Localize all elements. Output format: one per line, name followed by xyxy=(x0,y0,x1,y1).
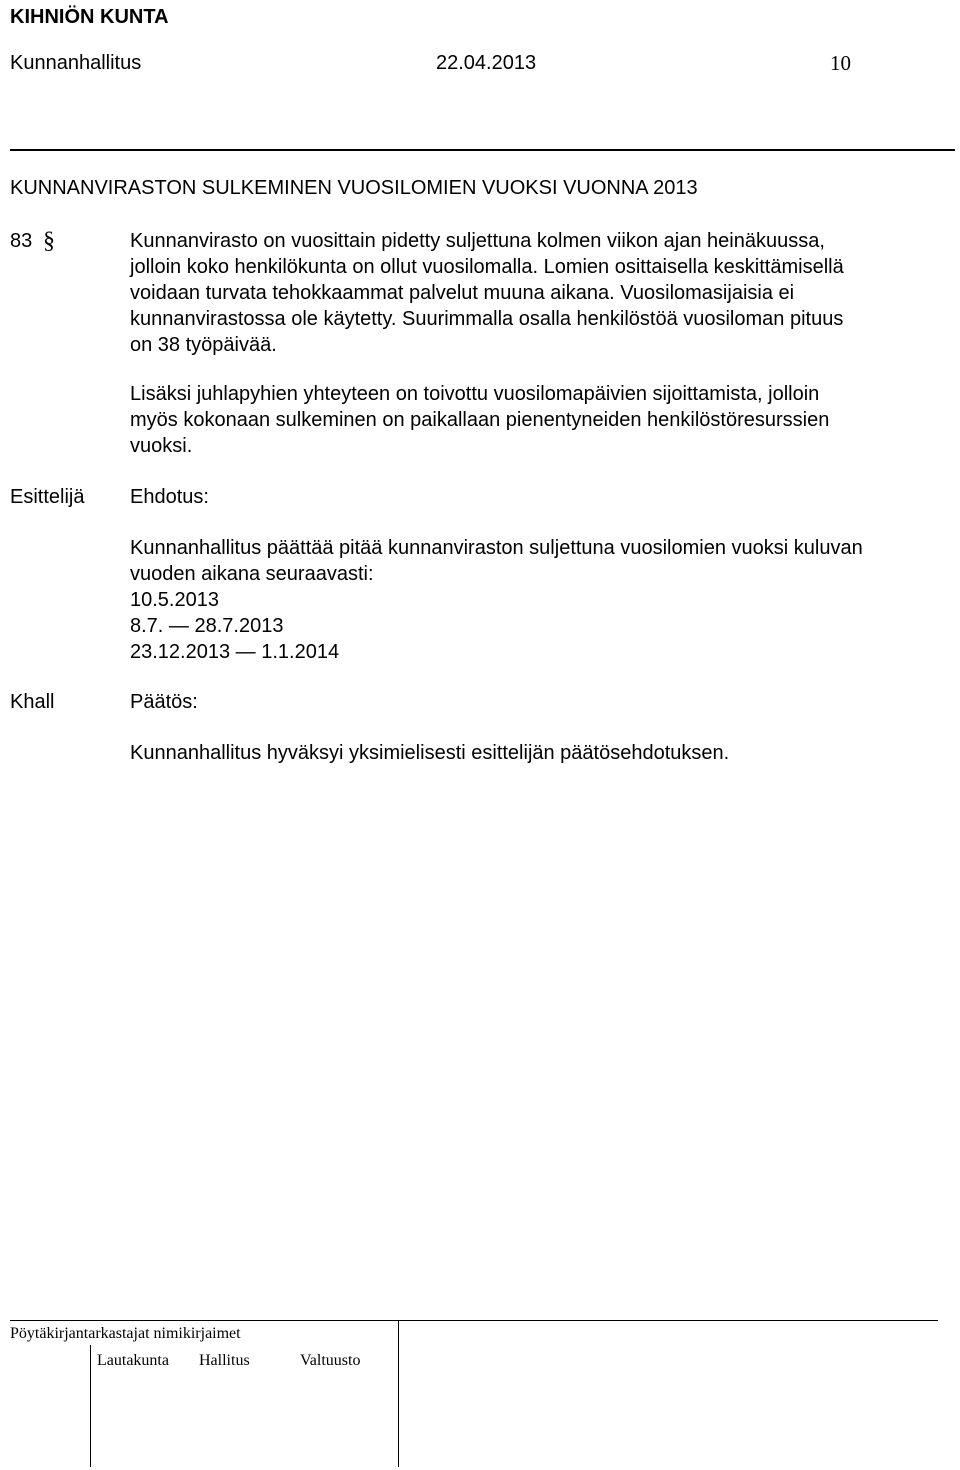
signatures-label: Pöytäkirjantarkastajat nimikirjaimet xyxy=(10,1325,241,1342)
section-symbol: § xyxy=(43,228,55,254)
paragraph-additional xyxy=(130,381,950,459)
paragraph-line: voidaan turvata tehokkaammat palvelut muuna aikana. Vuosilomasijaisia ei xyxy=(130,282,795,304)
paragraph-line: jolloin koko henkilökunta on ollut vuosilomalla. Lomien osittaisella keskittämisellä xyxy=(130,256,844,278)
footer-divider-right xyxy=(398,1320,399,1467)
closure-date: 10.5.2013 xyxy=(130,589,219,611)
proposal-line: Kunnanhallitus päättää pitää kunnanviraston suljettuna vuosilomien vuoksi kuluvan xyxy=(130,537,863,559)
presenter-label: Esittelijä xyxy=(10,486,85,508)
signature-column-lautakunta: Lautakunta xyxy=(97,1352,169,1369)
paragraph-line: kunnanvirastossa ole käytetty. Suurimmalla osalla henkilöstöä vuosiloman pituus xyxy=(130,308,844,330)
footer-top-line-right xyxy=(398,1320,938,1321)
footer-divider-left xyxy=(90,1345,91,1467)
paragraph-line: vuoksi. xyxy=(130,435,193,457)
paragraph-line: myös kokonaan sulkeminen on paikallaan pienentyneiden henkilöstöresurssien xyxy=(130,409,830,431)
closure-date: 23.12.2013 — 1.1.2014 xyxy=(130,641,340,663)
paragraph-line: on 38 työpäivää. xyxy=(130,334,277,356)
closure-date: 8.7. — 28.7.2013 xyxy=(130,615,284,637)
proposal-label: Ehdotus: xyxy=(130,486,209,508)
paragraph-line: Kunnanvirasto on vuosittain pidetty suljettuna kolmen viikon ajan heinäkuussa, xyxy=(130,230,825,252)
paragraph-line: Lisäksi juhlapyhien yhteyteen on toivottu vuosilomapäivien sijoittamista, jolloin xyxy=(130,383,820,405)
page-number: 10 xyxy=(830,51,851,75)
footer-top-line xyxy=(10,1320,398,1321)
decision-label: Päätös: xyxy=(130,691,198,713)
proposal-line: vuoden aikana seuraavasti: xyxy=(130,563,374,585)
meeting-body: Kunnanhallitus xyxy=(10,52,142,74)
signature-column-hallitus: Hallitus xyxy=(199,1352,250,1369)
item-title: KUNNANVIRASTON SULKEMINEN VUOSILOMIEN VUOKSI VUONNA 2013 xyxy=(10,177,698,199)
meeting-date: 22.04.2013 xyxy=(436,52,537,74)
proposal-text xyxy=(130,535,950,665)
signature-column-valtuusto: Valtuusto xyxy=(300,1352,361,1369)
decision-body-label: Khall xyxy=(10,691,55,713)
header-divider xyxy=(10,149,955,151)
organization-name: KIHNIÖN KUNTA xyxy=(10,6,169,28)
decision-text: Kunnanhallitus hyväksyi yksimielisesti esittelijän päätösehdotuksen. xyxy=(130,742,730,764)
paragraph-background xyxy=(130,228,950,358)
item-number: 83 xyxy=(10,230,33,252)
